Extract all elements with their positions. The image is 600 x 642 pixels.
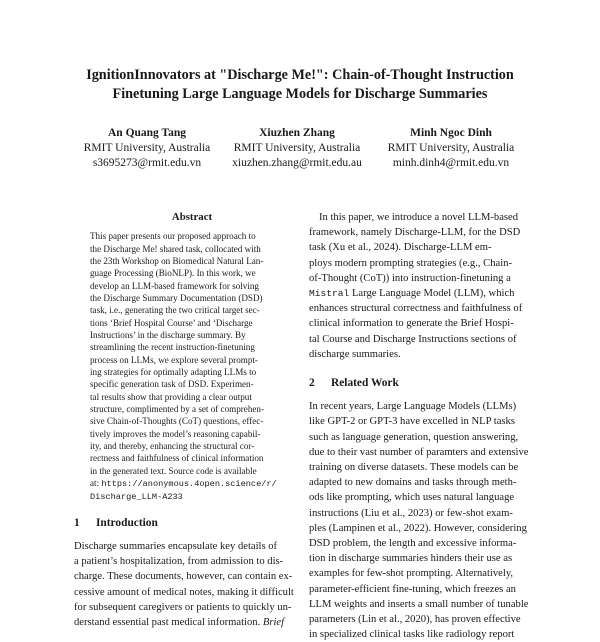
author-block-3	[356, 126, 546, 171]
abstract-line: tal results show that providing a clear output	[90, 391, 252, 402]
abstract-line: the Discharge Summary Documentation (DSD)	[90, 292, 263, 303]
abstract-line: specific generation task of DSD. Experimen-	[90, 379, 254, 390]
body-line: parameter-efficient fine-tuning, which freezes an	[309, 583, 516, 595]
author-affiliation: RMIT University, Australia	[83, 142, 211, 154]
section-number: 2	[309, 377, 315, 390]
title-line-2: Finetuning Large Language Models for Discharge Summaries	[112, 86, 488, 102]
body-line: for subsequent caregivers or patients to quickly un-	[74, 601, 292, 613]
author-affiliation: RMIT University, Australia	[233, 142, 361, 154]
source-code-link-cont[interactable]: Discharge_LLM-A233	[90, 492, 183, 503]
body-line: instructions (Liu et al., 2023) or few-shot exam-	[309, 507, 513, 519]
body-line: training on diverse datasets. These models can be	[309, 462, 519, 474]
author-email[interactable]: s3695273@rmit.edu.vn	[92, 157, 202, 169]
abstract-line: develop an LLM-based framework for solving	[90, 280, 259, 291]
title-line-1: IgnitionInnovators at "Discharge Me!": Chain-of-Thought Instruction	[86, 67, 514, 83]
body-line: ods like prompting, which uses natural language	[309, 492, 515, 504]
body-line: clinical information to generate the Brief Hospi-	[309, 318, 514, 330]
abstract-line: guage Processing (BioNLP). In this work, we	[90, 268, 256, 279]
section-number: 1	[74, 516, 80, 529]
body-line: Discharge summaries encapsulate key details of	[74, 540, 278, 552]
abstract-line	[90, 490, 308, 503]
abstract-line: ity, and thereby, enhancing the structural cor-	[90, 441, 255, 452]
body-line: task (Xu et al., 2024). Discharge-LLM em-	[309, 242, 492, 254]
abstract-line: in the generated text. Source code is available	[90, 465, 257, 476]
body-line: In this paper, we introduce a novel LLM-based	[319, 212, 519, 223]
body-line: DSD problem, the length and excessive informa-	[309, 538, 517, 550]
abstract-line: tions ‘Brief Hospital Course’ and ‘Discharge	[90, 317, 253, 328]
body-line: parameters (Lin et al., 2020), has proven effective	[309, 614, 521, 626]
body-line: of-Thought (CoT)) into instruction-finetuning a	[309, 272, 511, 284]
abstract-line: at: https://anonymous.4open.science/r/	[90, 478, 277, 490]
body-line: ples (Lampinen et al., 2022). However, considering	[309, 522, 527, 534]
body-line: cessive amount of medical notes, making it difficult	[74, 586, 294, 598]
abstract-line: process on LLMs, we explore several prompt-	[90, 354, 258, 365]
body-line: charge. These documents, however, can contain ex-	[74, 571, 293, 583]
intro-continuation	[309, 210, 545, 286]
right-column	[309, 210, 545, 642]
body-line: discharge summaries.	[309, 348, 401, 360]
related-work-body	[309, 399, 545, 642]
intro-continuation-2	[309, 301, 545, 362]
body-line: derstand essential past medical information. Brief	[74, 616, 285, 628]
left-column	[74, 210, 310, 630]
abstract-line: This paper presents our proposed approach to	[90, 231, 256, 242]
body-line: Mistral Large Language Model (LLM), which	[309, 288, 515, 300]
abstract-line: rectness and faithfulness of clinical information	[90, 453, 264, 464]
body-line: tion in discharge summaries hinders their use as	[309, 553, 513, 565]
abstract-line: task, i.e., generating the two critical target sec-	[90, 305, 260, 316]
body-line: framework, namely Discharge-LLM, for the DSD	[309, 227, 521, 239]
body-line: due to their vast number of paramters and extensive	[309, 446, 529, 458]
body-line: enhances structural correctness and faithfulness of	[309, 303, 523, 315]
author-name: An Quang Tang	[108, 127, 186, 139]
abstract-line: Instructions’ in the discharge summary. By	[90, 329, 246, 340]
paper-title	[40, 66, 560, 104]
abstract-line: tively improves the model’s reasoning capabil-	[90, 428, 261, 439]
author-email[interactable]: minh.dinh4@rmit.edu.vn	[392, 157, 510, 169]
body-line: in specialized clinical tasks like radiology report	[309, 629, 515, 641]
author-email[interactable]: xiuzhen.zhang@rmit.edu.au	[232, 157, 362, 169]
abstract-line: sive Chain-of-Thoughts (CoT) questions, effec-	[90, 416, 264, 427]
author-name: Xiuzhen Zhang	[259, 127, 335, 139]
body-line: like GPT-2 or GPT-3 have excelled in NLP tasks	[309, 416, 515, 428]
section-title: Related Work	[331, 377, 399, 390]
section-title: Introduction	[96, 516, 158, 529]
author-affiliation: RMIT University, Australia	[387, 142, 515, 154]
abstract-line: structure, complimented by a set of comprehen-	[90, 404, 264, 415]
abstract-body	[74, 230, 310, 504]
abstract-heading: Abstract	[171, 211, 213, 223]
section-heading-introduction	[74, 516, 310, 531]
author-name: Minh Ngoc Dinh	[410, 127, 492, 139]
section-heading-related-work	[309, 376, 545, 391]
source-code-link[interactable]: https://anonymous.4open.science/r/	[101, 479, 277, 490]
abstract-line: the Discharge Me! shared task, collocated with	[90, 243, 261, 254]
introduction-body	[74, 539, 310, 615]
abstract-line: ing strategies for optimally adapting LLMs to	[90, 366, 257, 377]
body-line: such as language generation, question answering,	[309, 431, 519, 443]
body-line: a patient’s hospitalization, from admission to dis-	[74, 556, 284, 568]
abstract-line: streamlining the recent instruction-finetuning	[90, 342, 255, 353]
body-line: adapted to new domains and tasks through meth-	[309, 477, 517, 489]
body-line: examples for few-shot prompting. Alternatively,	[309, 568, 514, 580]
body-line: ploys modern prompting strategies (e.g., Chain-	[309, 257, 513, 269]
abstract-line: the 23th Workshop on Biomedical Natural Lan-	[90, 255, 264, 266]
body-line: In recent years, Large Language Models (LLMs)	[309, 401, 517, 413]
body-line: LLM weights and inserts a small number of tunable	[309, 598, 529, 610]
body-line: tal Course and Discharge Instructions sections of	[309, 333, 517, 345]
